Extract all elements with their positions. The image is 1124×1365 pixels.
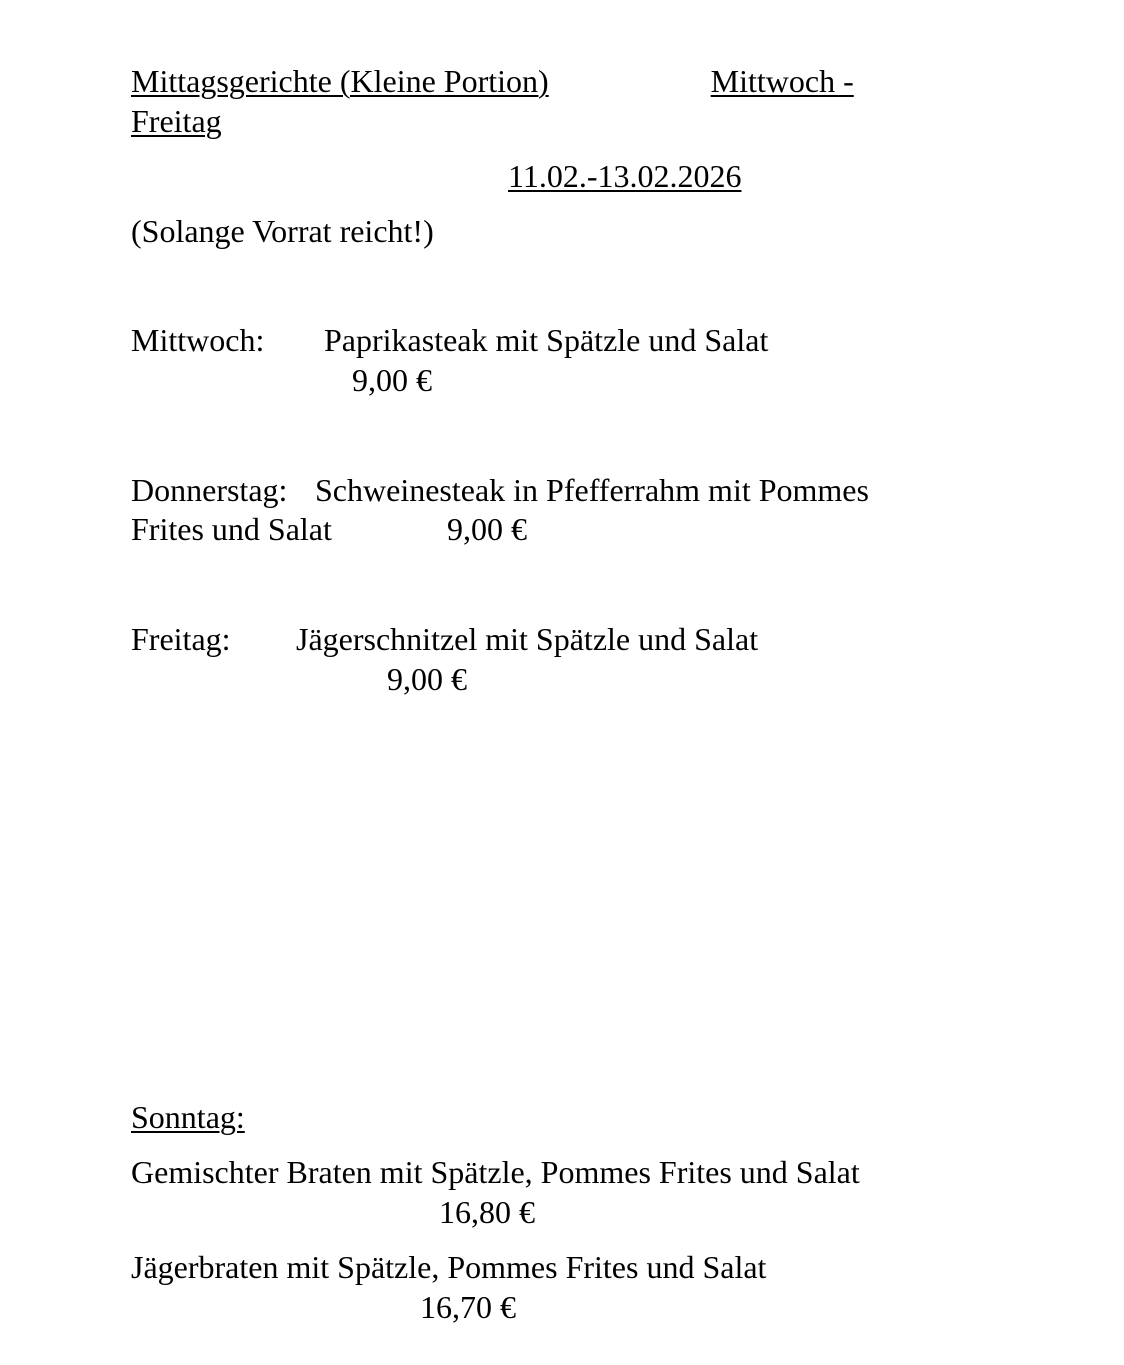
- menu-title-line: [131, 61, 854, 101]
- menu-days-range: Mittwoch -: [710, 63, 854, 99]
- weekday-entry-friday: [131, 619, 759, 659]
- weekday-entry-thursday: [131, 470, 869, 510]
- dish-price: 9,00 €: [387, 661, 467, 697]
- dish-name-cont: Frites und Salat: [131, 511, 332, 547]
- sunday-dish-price: 16,80 €: [439, 1194, 535, 1230]
- dish-price: 9,00 €: [447, 511, 527, 547]
- availability-note: (Solange Vorrat reicht!): [131, 213, 434, 249]
- date-range: 11.02.-13.02.2026: [508, 158, 742, 194]
- sunday-dish-price: 16,70 €: [420, 1289, 516, 1325]
- day-label: Donnerstag:: [131, 472, 288, 508]
- menu-title: Mittagsgerichte (Kleine Portion): [131, 63, 549, 99]
- dish-price: 9,00 €: [352, 362, 432, 398]
- sunday-dish: Jägerbraten mit Spätzle, Pommes Frites und Salat: [131, 1249, 767, 1285]
- menu-days-range-wrap: Freitag: [131, 103, 222, 139]
- weekday-entry-wednesday: [131, 320, 769, 360]
- day-label: Freitag:: [131, 621, 231, 657]
- weekday-entry-thursday-cont: [131, 509, 527, 549]
- dish-name: Jägerschnitzel mit Spätzle und Salat: [296, 621, 759, 657]
- dish-name: Schweinesteak in Pfefferrahm mit Pommes: [315, 472, 869, 508]
- dish-name: Paprikasteak mit Spätzle und Salat: [324, 322, 769, 358]
- day-label: Mittwoch:: [131, 322, 265, 358]
- sunday-dish: Gemischter Braten mit Spätzle, Pommes Frites und Salat: [131, 1154, 860, 1190]
- sunday-heading: Sonntag:: [131, 1099, 245, 1135]
